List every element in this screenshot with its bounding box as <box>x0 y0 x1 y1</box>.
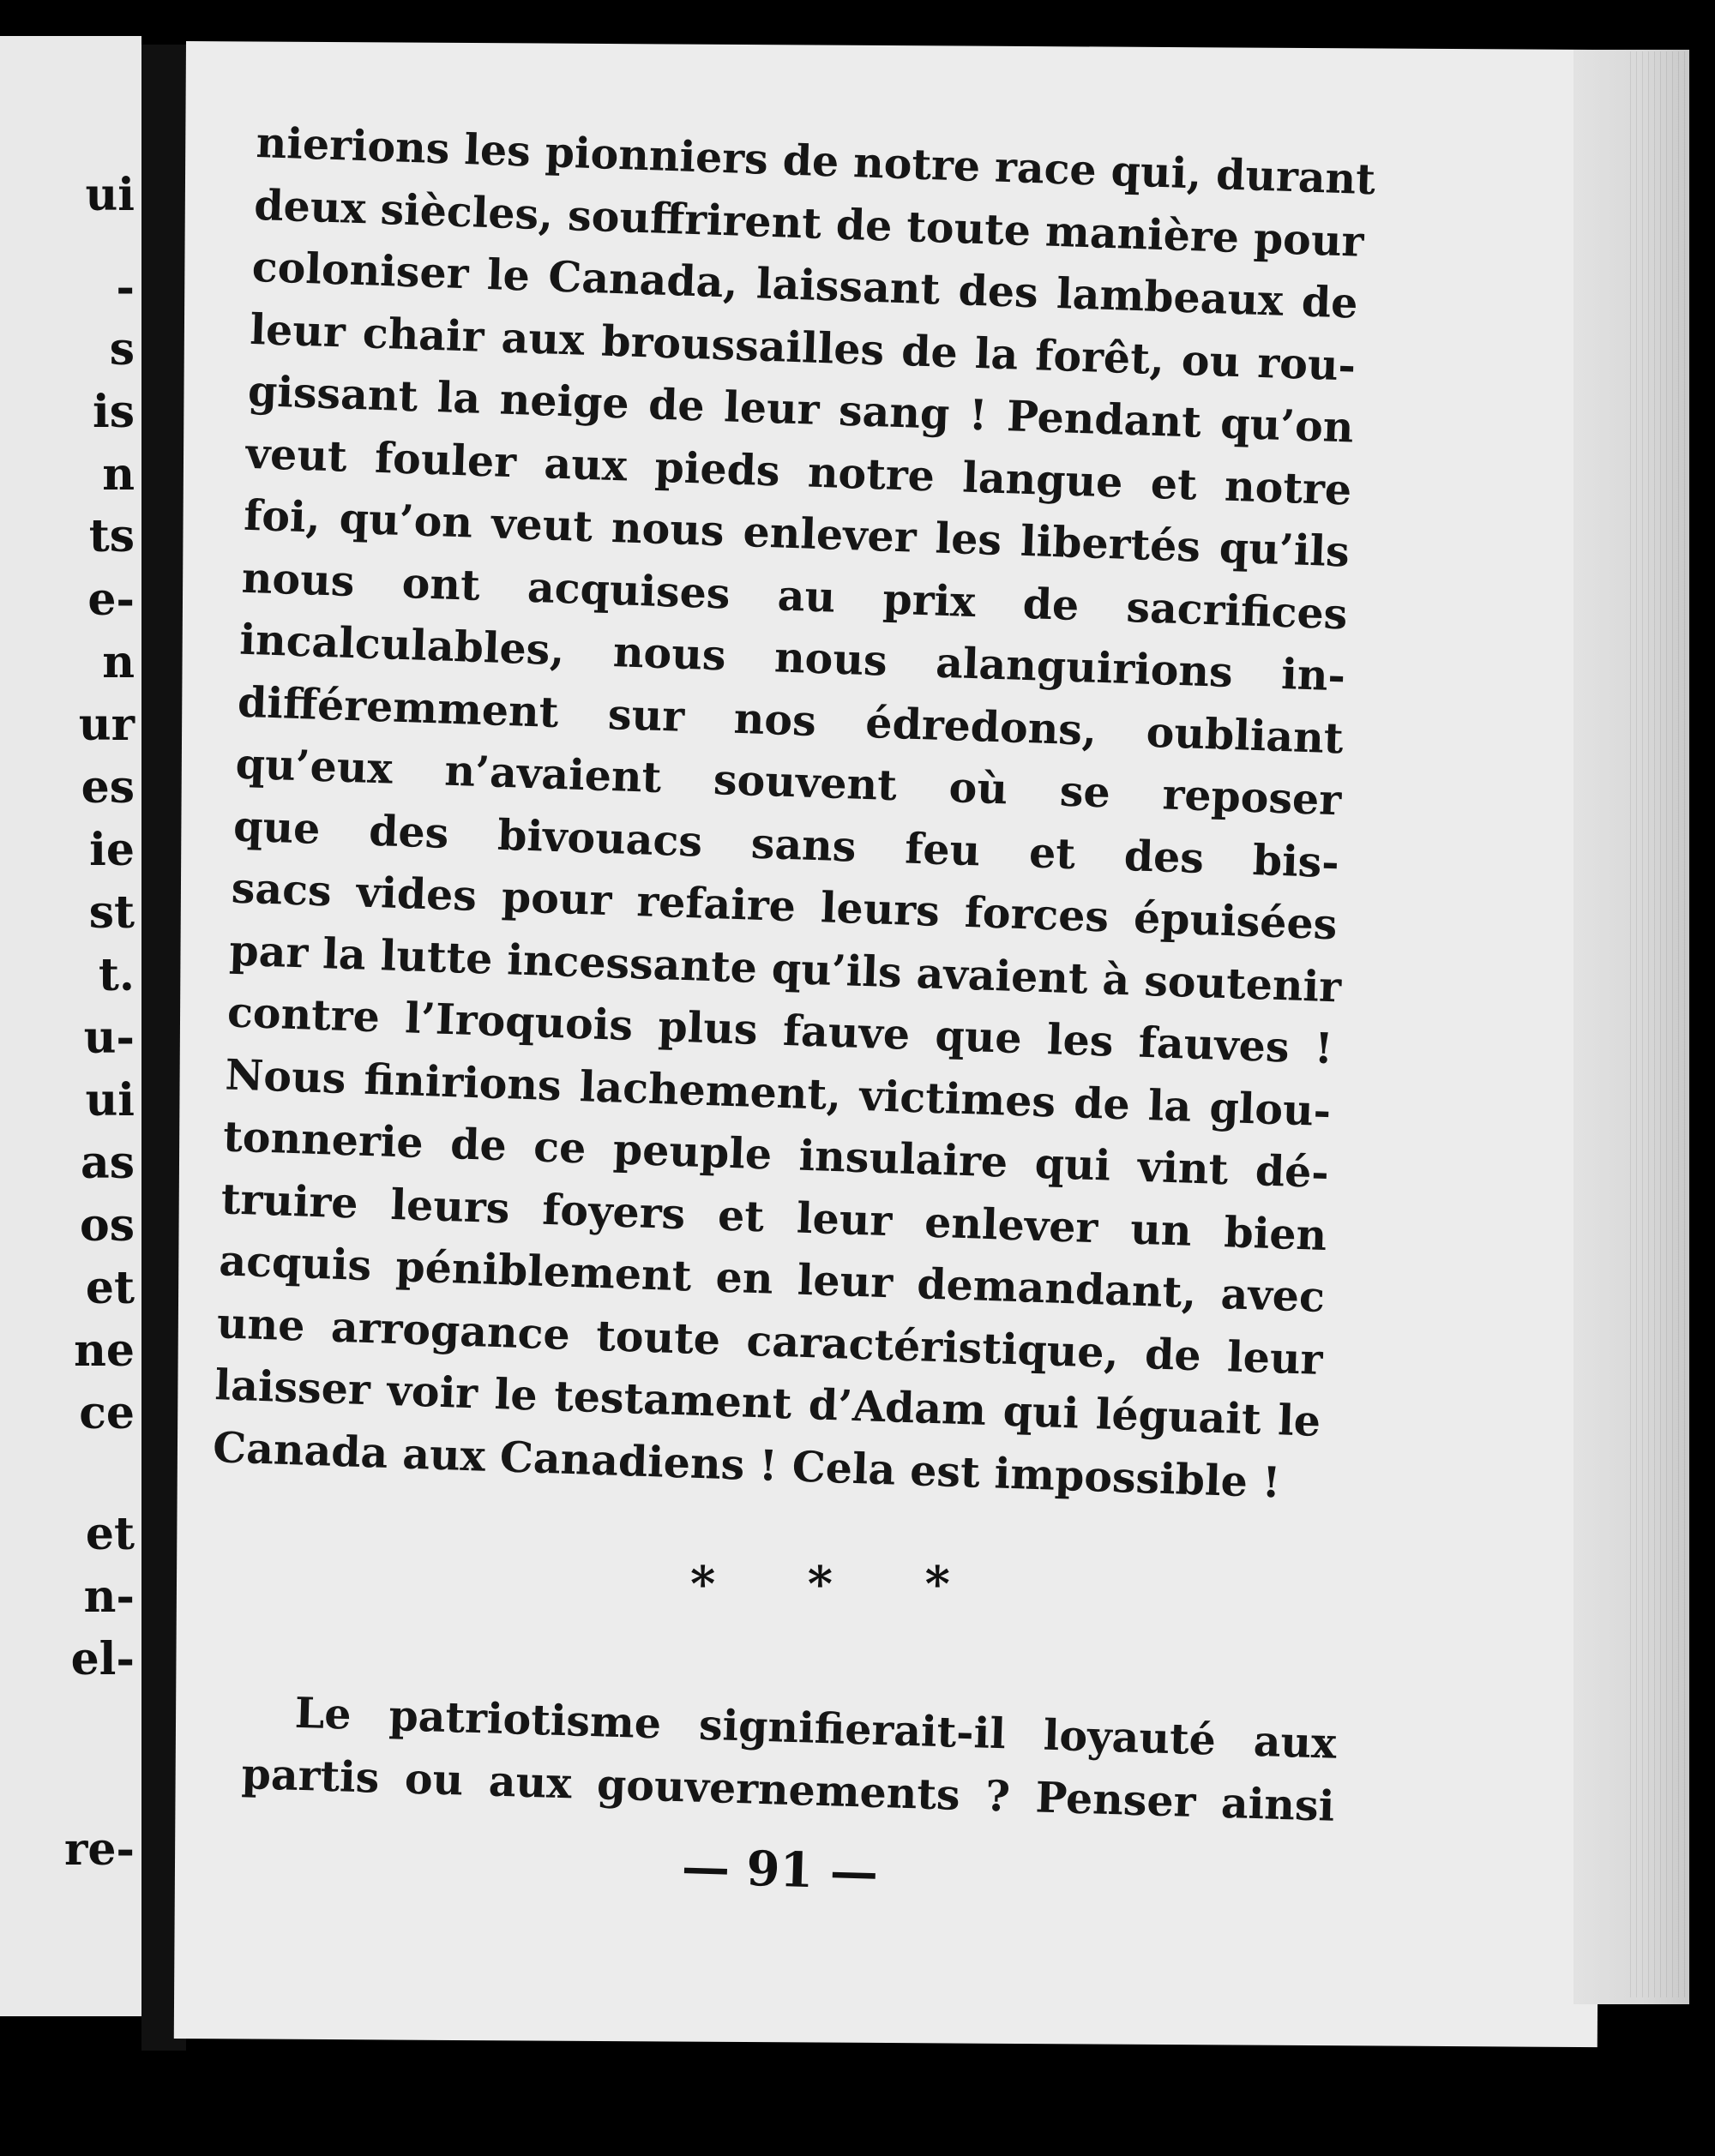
section-separator: * * * <box>690 1556 988 1612</box>
left-fragment: e- <box>87 574 135 626</box>
left-fragment: el- <box>70 1633 135 1685</box>
left-fragment: n <box>102 448 135 501</box>
left-fragment: st <box>88 886 135 939</box>
text-line: différemment sur nos édredons, oubliant <box>237 676 1345 763</box>
left-fragment: s <box>109 323 135 375</box>
text-line: tonnerie de ce peuple insulaire qui vint dé- <box>222 1111 1330 1198</box>
left-fragment: ur <box>78 699 135 751</box>
left-fragment: re- <box>63 1823 135 1876</box>
page-number: — 91 — <box>681 1838 879 1901</box>
left-fragment: as <box>81 1137 135 1189</box>
text-line: deux siècles, souffrirent de toute manière pour <box>253 179 1365 267</box>
text-line: Nous finirions lachement, victimes de la glou- <box>224 1048 1333 1136</box>
text-line: sacs vides pour refaire leurs forces épuisées <box>230 862 1339 950</box>
left-page <box>0 36 141 2016</box>
text-line: laisser voir le testament d’Adam qui léguait le <box>214 1360 1321 1446</box>
left-fragment: ce <box>79 1387 135 1439</box>
text-line: qu’eux n’avaient souvent où se reposer <box>234 738 1343 826</box>
page-stack-edge <box>1625 51 1685 1997</box>
text-line: Canada aux Canadiens ! Cela est impossible ! <box>212 1421 1282 1507</box>
left-fragment: ts <box>88 510 135 562</box>
text-line: partis ou aux gouvernements ? Penser ainsi <box>240 1748 1336 1831</box>
left-fragment: es <box>81 761 135 814</box>
left-fragment: ie <box>89 824 135 876</box>
text-line: acquis péniblement en leur demandant, avec <box>218 1235 1326 1323</box>
text-line: Le patriotisme signifierait-il loyauté aux <box>294 1687 1338 1769</box>
left-fragment: ui <box>85 169 135 221</box>
left-fragment: n <box>102 636 135 688</box>
text-line: nierions les pionniers de notre race qui, durant <box>255 117 1376 205</box>
left-fragment: n- <box>83 1570 135 1623</box>
text-line: incalculables, nous nous alanguirions in- <box>238 614 1346 701</box>
text-line: que des bivouacs sans feu et des bis- <box>232 801 1340 887</box>
main-paragraph <box>212 111 1376 1515</box>
text-line: veut fouler aux pieds notre langue et notre <box>244 428 1353 515</box>
left-fragment: t. <box>98 949 135 1001</box>
left-fragment: - <box>116 261 135 314</box>
text-line: truire leurs foyers et leur enlever un bien <box>220 1173 1328 1260</box>
left-fragment: is <box>92 386 135 438</box>
left-fragment: et <box>85 1508 135 1560</box>
text-line: une arrogance toute caractéristique, de leur <box>216 1297 1324 1384</box>
text-line: gissant la neige de leur sang ! Pendant qu’on <box>247 365 1355 453</box>
text-line: foi, qu’on veut nous enlever les libertés qu’ils <box>243 489 1351 577</box>
left-fragment: et <box>85 1262 135 1314</box>
text-line: par la lutte incessante qu’ils avaient à soutenir <box>228 924 1342 1012</box>
text-line: nous ont acquises au prix de sacrifices <box>241 552 1349 639</box>
left-fragment: u- <box>83 1012 135 1064</box>
text-line: leur chair aux broussailles de la forêt, ou rou- <box>249 303 1357 391</box>
left-page-text-fragments <box>0 36 141 2016</box>
text-line: contre l’Iroquois plus fauve que les fauves ! <box>226 987 1334 1074</box>
left-fragment: ui <box>85 1074 135 1126</box>
left-fragment: os <box>80 1199 135 1252</box>
left-fragment: ne <box>74 1324 135 1377</box>
text-line: coloniser le Canada, laissant des lambeaux de <box>251 241 1359 328</box>
